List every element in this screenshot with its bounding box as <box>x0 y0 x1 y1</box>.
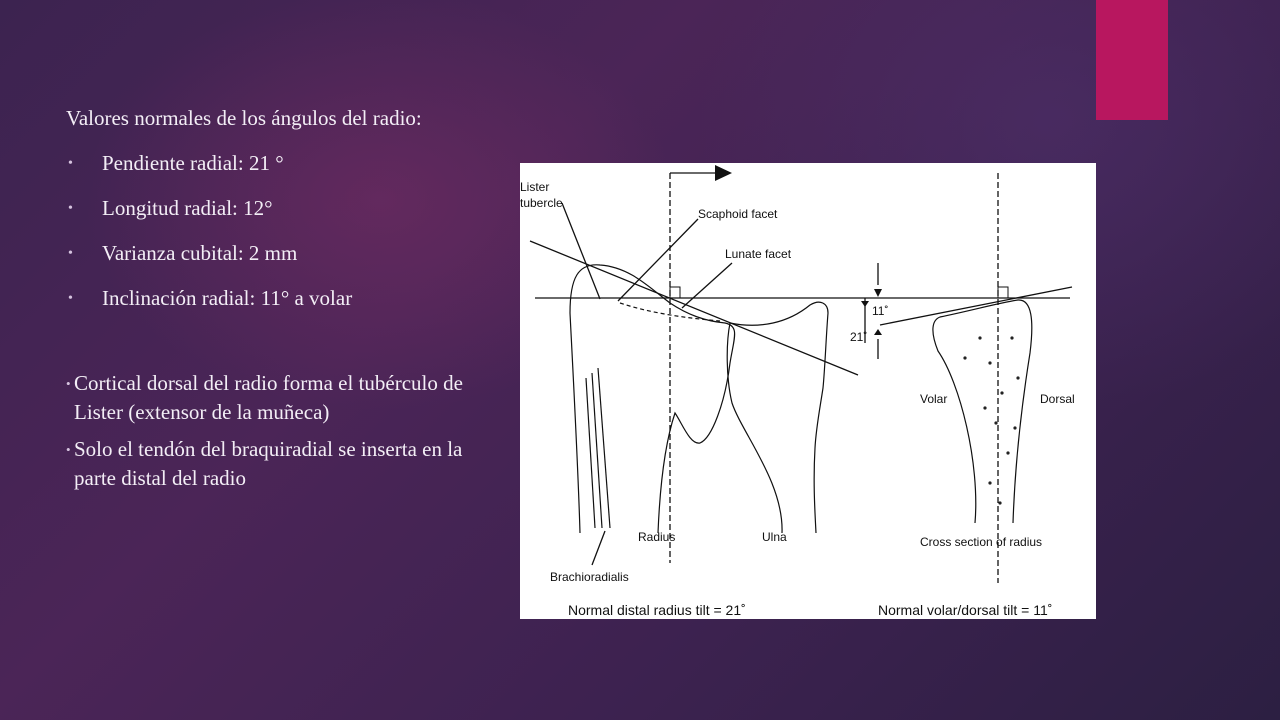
label-cross-section: Cross section of radius <box>920 535 1043 549</box>
ulna-outline <box>727 302 828 533</box>
slide-heading: Valores normales de los ángulos del radio: <box>66 106 422 130</box>
speckle <box>978 336 981 339</box>
speckle <box>994 421 997 424</box>
caption-distal-tilt: Normal distal radius tilt = 21˚ <box>568 602 746 618</box>
angle-bullet-list <box>66 149 486 313</box>
label-lister-1: Lister <box>520 180 550 194</box>
speckle <box>1016 376 1019 379</box>
speckle <box>1010 336 1013 339</box>
speckle <box>963 356 966 359</box>
arrow-head <box>715 165 732 181</box>
radial-tilt-line <box>530 241 858 375</box>
leader-brachioradialis <box>592 531 605 565</box>
radius-diagram-svg <box>520 163 1096 619</box>
leader-lunate <box>682 263 732 308</box>
speckle <box>983 406 986 409</box>
notes-bullet-list <box>66 369 486 493</box>
label-ulna: Ulna <box>762 530 787 544</box>
angle-arrow <box>874 289 882 297</box>
volar-tilt-line <box>880 287 1072 325</box>
bullet-ulnar-variance: • Varianza cubital: 2 mm <box>66 239 486 268</box>
label-angle-11: 11˚ <box>872 304 889 318</box>
label-scaphoid-facet: Scaphoid facet <box>698 207 778 221</box>
bullet-radial-slope: • Pendiente radial: 21 ° <box>66 149 486 178</box>
label-radius: Radius <box>638 530 676 544</box>
label-dorsal: Dorsal <box>1040 392 1075 406</box>
right-angle-marker <box>998 287 1008 298</box>
speckle <box>988 361 991 364</box>
radius-outline <box>570 265 735 533</box>
leader-scaphoid <box>618 219 698 301</box>
bullet-radial-length: • Longitud radial: 12° <box>66 194 486 223</box>
label-brachioradialis: Brachioradialis <box>550 570 629 584</box>
speckle <box>1000 391 1003 394</box>
accent-bar <box>1096 0 1168 120</box>
speckle <box>1013 426 1016 429</box>
slide-text <box>66 104 486 501</box>
label-volar: Volar <box>920 392 948 406</box>
note-brachioradialis: • Solo el tendón del braquiradial se inserta en la parte distal del radio <box>66 435 486 493</box>
tendon-line <box>598 368 610 528</box>
angle-arrow <box>861 301 869 307</box>
radius-angle-figure <box>520 163 1096 619</box>
label-angle-21: 21˚ <box>850 330 868 344</box>
leader-lister <box>562 203 600 299</box>
speckle <box>988 481 991 484</box>
speckle <box>998 501 1001 504</box>
note-lister-tubercle: • Cortical dorsal del radio forma el tubérculo de Lister (extensor de la muñeca) <box>66 369 486 427</box>
right-angle-marker <box>670 287 680 298</box>
cross-section-outline <box>933 300 1032 523</box>
bullet-radial-inclination: • Inclinación radial: 11° a volar <box>66 284 486 313</box>
angle-arrow <box>874 329 882 335</box>
label-lister-2: tubercle <box>520 196 563 210</box>
label-lunate-facet: Lunate facet <box>725 247 792 261</box>
caption-volar-dorsal-tilt: Normal volar/dorsal tilt = 11˚ <box>878 602 1053 618</box>
speckle <box>1006 451 1009 454</box>
